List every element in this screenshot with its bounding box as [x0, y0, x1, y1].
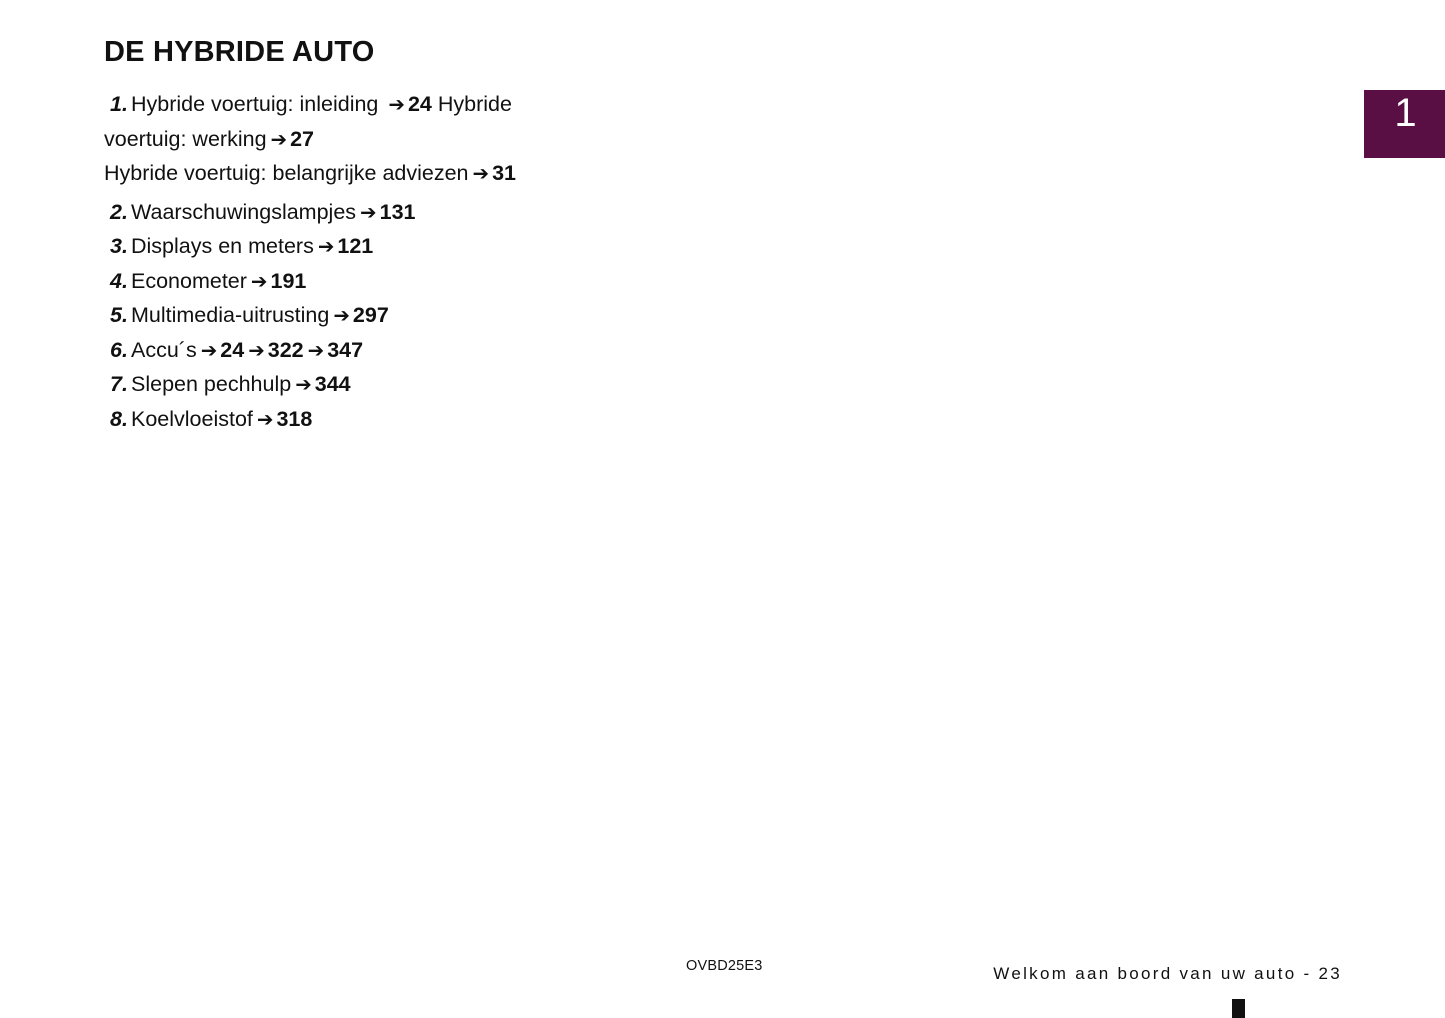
entry-text: Displays en meters [131, 234, 314, 258]
toc-entry-8 [104, 403, 574, 438]
page-reference[interactable]: 24 [220, 337, 245, 362]
entry-number: 3. [110, 234, 128, 258]
entry-number: 4. [110, 268, 128, 293]
toc-entry-2 [104, 196, 574, 231]
page-reference[interactable]: 121 [337, 234, 374, 258]
entry-text: Hybride voertuig: inleiding [131, 92, 379, 116]
toc-entry-1 [104, 88, 574, 192]
document-code: OVBD25E3 [686, 958, 763, 974]
chapter-tab[interactable]: 1 [1364, 90, 1445, 158]
arrow-icon: ➔ [248, 339, 265, 362]
page-title: DE HYBRIDE AUTO [104, 36, 375, 68]
arrow-icon: ➔ [256, 408, 274, 431]
entry-text: Slepen pechhulp [131, 372, 292, 396]
entry-text: Multimedia-uitrusting [131, 303, 330, 327]
arrow-icon: ➔ [317, 236, 335, 258]
arrow-icon: ➔ [360, 201, 377, 224]
page-reference[interactable]: 347 [327, 337, 364, 362]
entry-text: Accu´s [131, 337, 197, 362]
entry-number: 2. [110, 199, 128, 224]
page-reference[interactable]: 297 [352, 303, 389, 327]
arrow-icon: ➔ [333, 305, 350, 327]
page-reference[interactable]: 344 [314, 372, 351, 396]
page-reference[interactable]: 24 [407, 92, 432, 116]
toc-entry-4 [104, 265, 574, 300]
entry-text: Hybride voertuig: belangrijke adviezen [104, 161, 469, 185]
page-reference[interactable]: 191 [270, 268, 307, 293]
toc-entry-7 [104, 368, 574, 403]
entry-number: 6. [110, 337, 128, 362]
page-reference[interactable]: 27 [290, 126, 315, 151]
arrow-icon: ➔ [295, 374, 312, 396]
page-reference[interactable]: 131 [379, 199, 416, 224]
entry-number: 7. [110, 372, 128, 396]
arrow-icon: ➔ [388, 94, 405, 116]
page-edge-marker [1232, 999, 1245, 1018]
entry-text: Hybride [437, 92, 512, 116]
toc-entry-5 [104, 299, 574, 334]
arrow-icon: ➔ [307, 339, 325, 362]
entry-number: 8. [110, 406, 128, 431]
toc-entry-3 [104, 230, 574, 265]
entry-number: 5. [110, 303, 128, 327]
entry-continuation [104, 157, 574, 192]
arrow-icon: ➔ [270, 128, 288, 151]
page-footer: Welkom aan boord van uw auto - 23 [993, 964, 1342, 983]
toc-entry-6 [104, 334, 574, 369]
entry-text: Koelvloeistof [131, 406, 253, 431]
arrow-icon: ➔ [250, 270, 268, 293]
entry-text: Waarschuwingslampjes [131, 199, 357, 224]
table-of-contents [104, 88, 574, 437]
arrow-icon: ➔ [200, 339, 218, 362]
entry-number: 1. [110, 92, 128, 116]
page-reference[interactable]: 322 [267, 337, 304, 362]
entry-text: voertuig: werking [104, 126, 267, 151]
arrow-icon: ➔ [472, 163, 490, 185]
entry-continuation [104, 123, 574, 158]
entry-text: Econometer [131, 268, 247, 293]
page-reference[interactable]: 318 [276, 406, 313, 431]
page-reference[interactable]: 31 [492, 161, 516, 185]
